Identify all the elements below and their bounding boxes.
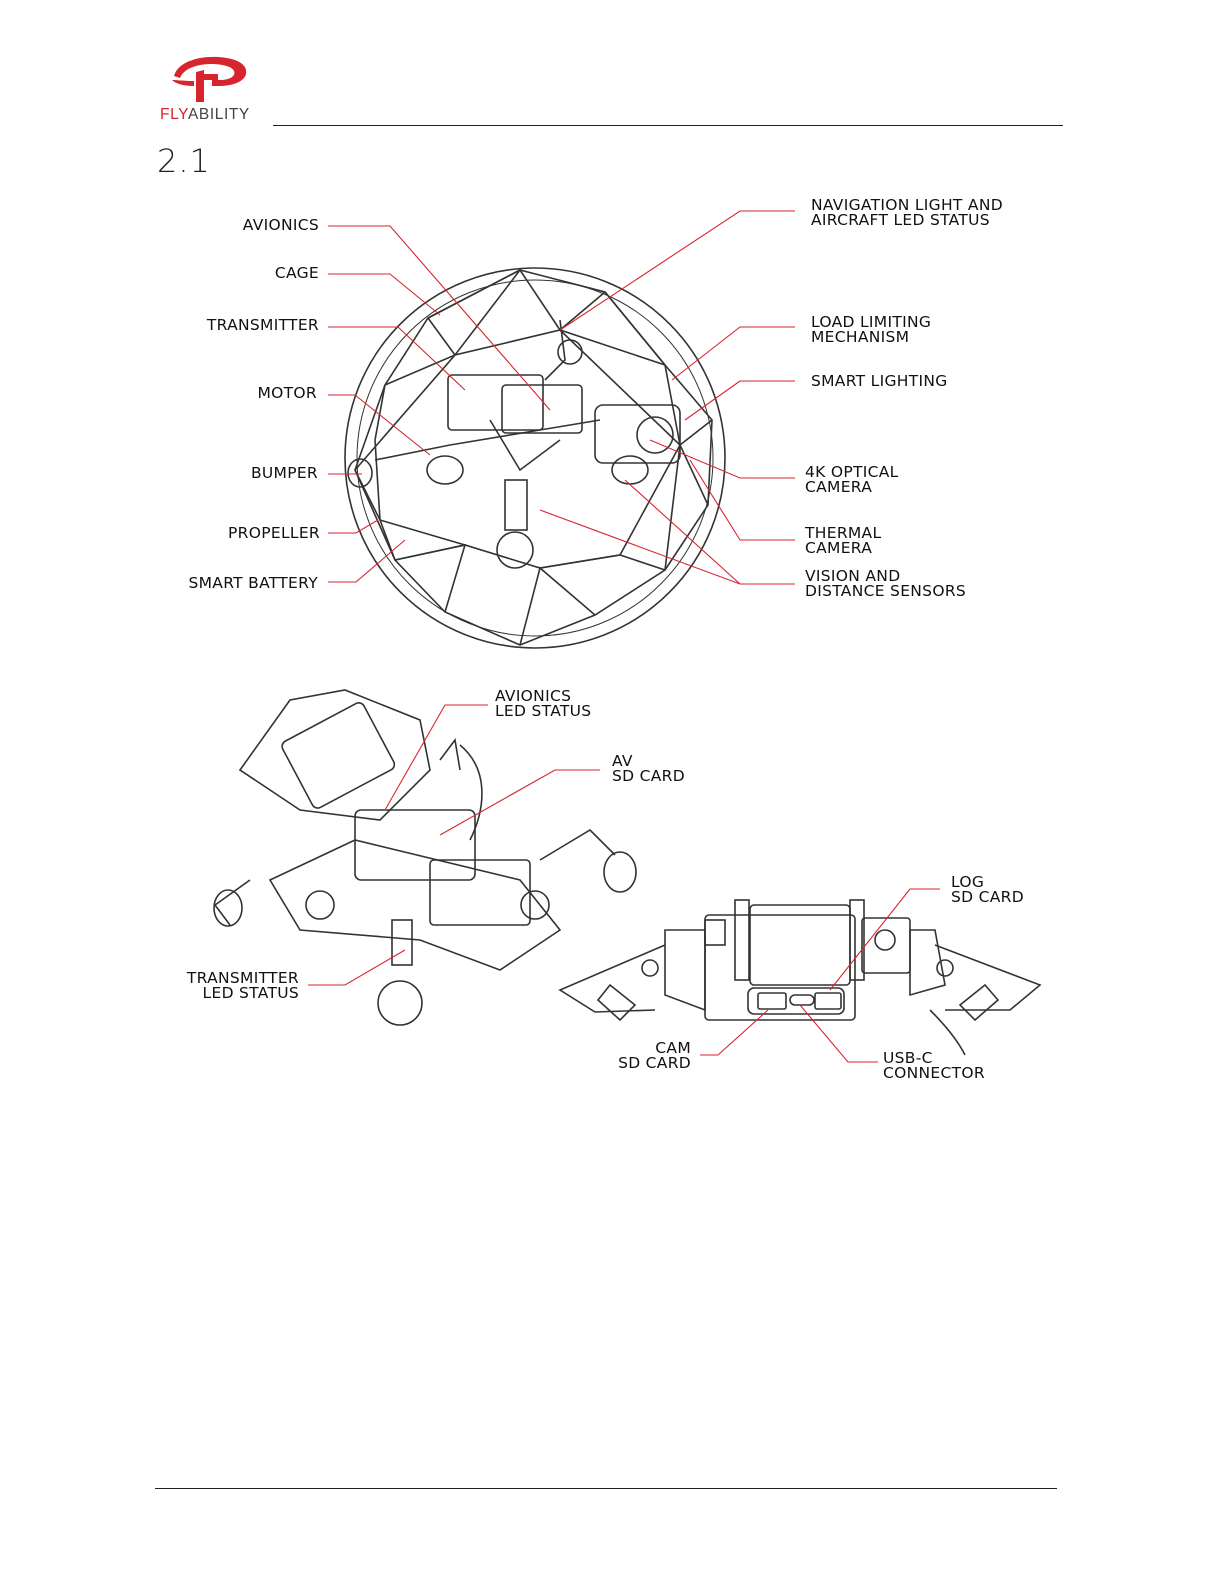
label-vision-distance-sensors-line1: VISION AND xyxy=(805,567,901,585)
label-av-sd-card xyxy=(612,754,685,784)
label-thermal-camera-line1: THERMAL xyxy=(805,524,882,542)
label-cam-sd-card-line1: CAM xyxy=(655,1039,691,1057)
footer-rule xyxy=(155,1488,1057,1489)
label-thermal-camera-line2: CAMERA xyxy=(805,539,873,557)
label-thermal-camera xyxy=(805,526,881,556)
brand-wordmark-red: FLY xyxy=(160,106,188,123)
label-cam-sd-card-line2: SD CARD xyxy=(618,1054,691,1072)
label-usb-c-connector-line1: USB-C xyxy=(883,1049,933,1067)
brand-wordmark-gray: ABILITY xyxy=(187,106,250,123)
label-avionics-led-status-line1: AVIONICS xyxy=(495,687,572,705)
label-usb-c-connector xyxy=(883,1051,985,1081)
label-log-sd-card-line1: LOG xyxy=(951,873,985,891)
label-load-limiting-line2: MECHANISM xyxy=(811,328,910,346)
label-bumper: BUMPER xyxy=(250,464,318,482)
label-smart-lighting: SMART LIGHTING xyxy=(811,372,948,390)
label-load-limiting-line1: LOAD LIMITING xyxy=(811,313,932,331)
drone-cage-drawing xyxy=(345,268,725,648)
label-navigation-light-line2: AIRCRAFT LED STATUS xyxy=(811,211,990,229)
label-navigation-light-line1: NAVIGATION LIGHT AND xyxy=(811,196,1003,214)
label-cage: CAGE xyxy=(274,264,319,282)
label-avionics-led-status-line2: LED STATUS xyxy=(495,702,592,720)
label-load-limiting xyxy=(811,315,931,345)
label-av-sd-card-line2: SD CARD xyxy=(612,767,685,785)
label-transmitter-led-status-line2: LED STATUS xyxy=(202,984,299,1002)
label-avionics-led-status xyxy=(495,689,591,719)
label-transmitter: TRANSMITTER xyxy=(206,316,319,334)
label-smart-battery: SMART BATTERY xyxy=(188,574,318,592)
label-propeller: PROPELLER xyxy=(228,524,320,542)
label-cam-sd-card xyxy=(618,1041,691,1071)
label-vision-distance-sensors-line2: DISTANCE SENSORS xyxy=(805,582,967,600)
label-navigation-light xyxy=(811,198,1003,228)
label-log-sd-card xyxy=(951,875,1024,905)
label-vision-distance-sensors xyxy=(805,569,966,599)
label-avionics: AVIONICS xyxy=(242,216,319,234)
label-4k-optical-camera-line2: CAMERA xyxy=(805,478,873,496)
label-4k-optical-camera-line1: 4K OPTICAL xyxy=(805,463,899,481)
label-usb-c-connector-line2: CONNECTOR xyxy=(883,1064,985,1082)
label-4k-optical-camera xyxy=(805,465,899,495)
label-transmitter-led-status xyxy=(187,971,299,1001)
label-motor: MOTOR xyxy=(257,384,317,402)
label-log-sd-card-line2: SD CARD xyxy=(951,888,1024,906)
section-number: 2.1 xyxy=(157,142,211,180)
label-transmitter-led-status-line1: TRANSMITTER xyxy=(186,969,299,987)
drone-payload-connector-drawing xyxy=(560,900,1040,1055)
label-av-sd-card-line1: AV xyxy=(612,752,633,770)
